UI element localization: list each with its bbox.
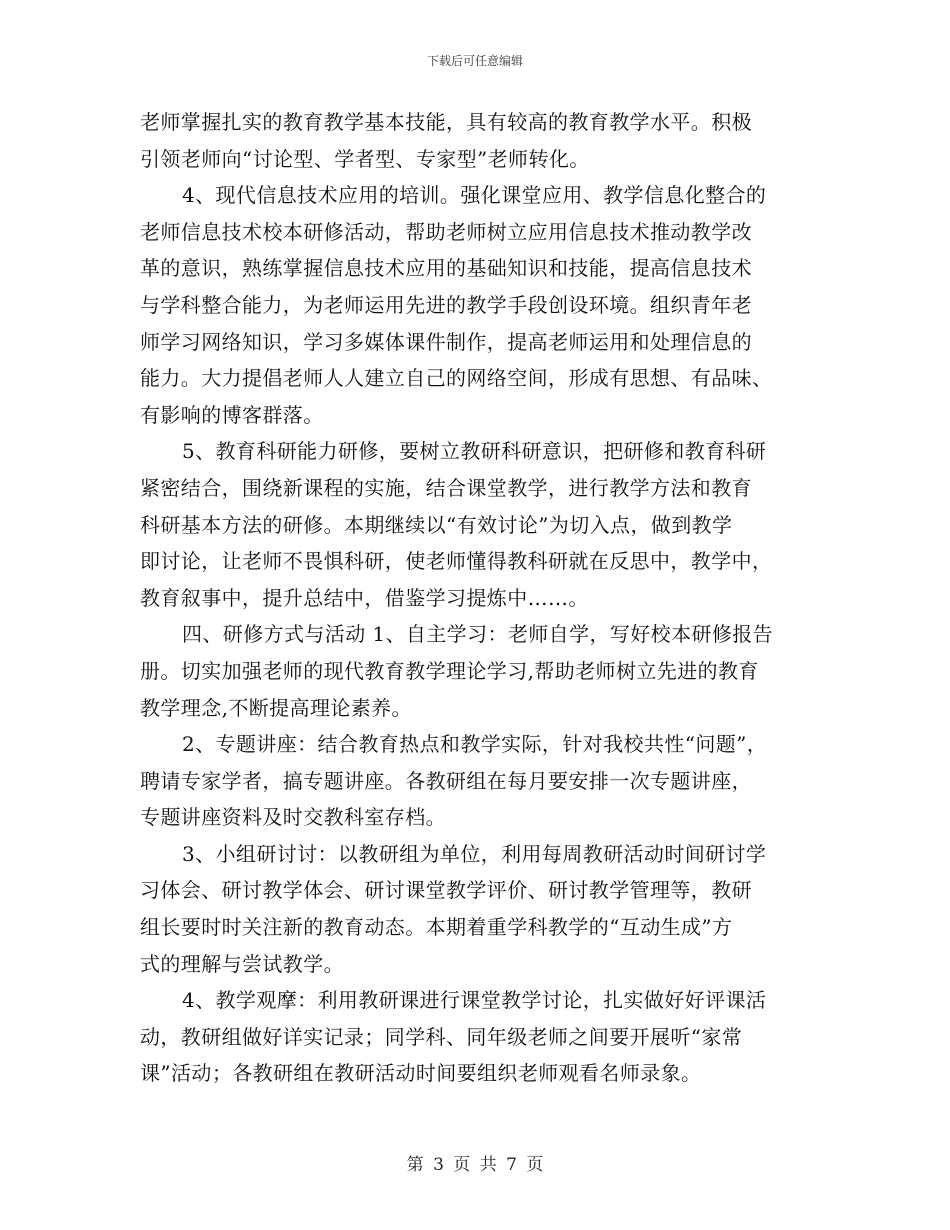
text-line: 聘请专家学者，搞专题讲座。各教研组在每月要安排一次专题讲座， <box>140 768 752 793</box>
text-line: 老师信息技术校本研修活动，帮助老师树立应用信息技术推动教学改 <box>140 219 752 244</box>
text-line: 式的理解与尝试教学。 <box>140 951 344 976</box>
paragraph-start-line: 四、研修方式与活动 1、自主学习：老师自学，写好校本研修报告 <box>182 622 774 647</box>
text-line: 革的意识，熟练掌握信息技术应用的基础知识和技能，提高信息技术 <box>140 256 752 281</box>
paragraph-start-line: 4、现代信息技术应用的培训。强化课堂应用、教学信息化整合的 <box>182 183 767 208</box>
text-line: 有影响的博客群落。 <box>140 402 324 427</box>
paragraph-start-line: 2、专题讲座：结合教育热点和教学实际，针对我校共性“问题”， <box>182 732 768 757</box>
text-line: 专题讲座资料及时交教科室存档。 <box>140 805 446 830</box>
text-line: 紧密结合，围绕新课程的实施，结合课堂教学，进行教学方法和教育 <box>140 475 752 500</box>
text-line: 动，教研组做好详实记录；同学科、同年级老师之间要开展听“家常 <box>140 1024 743 1049</box>
page-header: 下载后可任意编辑 <box>426 54 523 68</box>
text-line: 即讨论，让老师不畏惧科研，使老师懂得教科研就在反思中，教学中， <box>140 549 773 574</box>
text-line: 科研基本方法的研修。本期继续以“有效讨论”为切入点，做到教学 <box>140 512 733 537</box>
text-line: 教学理念,不断提高理论素养。 <box>140 695 412 720</box>
text-line: 组长要时时关注新的教育动态。本期着重学科教学的“互动生成”方 <box>140 915 733 940</box>
document-body <box>140 104 830 1092</box>
text-line: 习体会、研讨教学体会、研讨课堂教学评价、研讨教学管理等，教研 <box>140 878 752 903</box>
paragraph-start-line: 4、教学观摩：利用教研课进行课堂教学讨论，扎实做好好评课活 <box>182 988 767 1013</box>
paragraph-start-line: 5、教育科研能力研修，要树立教研科研意识，把研修和教育科研 <box>182 439 767 464</box>
text-line: 与学科整合能力，为老师运用先进的教学手段创设环境。组织青年老 <box>140 292 752 317</box>
text-line: 老师掌握扎实的教育教学基本技能，具有较高的教育教学水平。积极 <box>140 110 752 134</box>
text-line: 课”活动；各教研组在教研活动时间要组织老师观看名师录象。 <box>140 1061 702 1086</box>
text-line: 册。切实加强老师的现代教育教学理论学习,帮助老师树立先进的教育 <box>140 658 759 683</box>
page-number-footer: 第 3 页 共 7 页 <box>406 1155 544 1175</box>
text-line: 引领老师向“讨论型、学者型、专家型”老师转化。 <box>140 146 590 171</box>
text-line: 教育叙事中，提升总结中，借鉴学习提炼中……。 <box>140 585 589 610</box>
paragraph-start-line: 3、小组研讨讨：以教研组为单位，利用每周教研活动时间研讨学 <box>182 841 767 866</box>
text-line: 能力。大力提倡老师人人建立自己的网络空间，形成有思想、有品味、 <box>140 366 773 391</box>
text-line: 师学习网络知识，学习多媒体课件制作，提高老师运用和处理信息的 <box>140 329 752 354</box>
